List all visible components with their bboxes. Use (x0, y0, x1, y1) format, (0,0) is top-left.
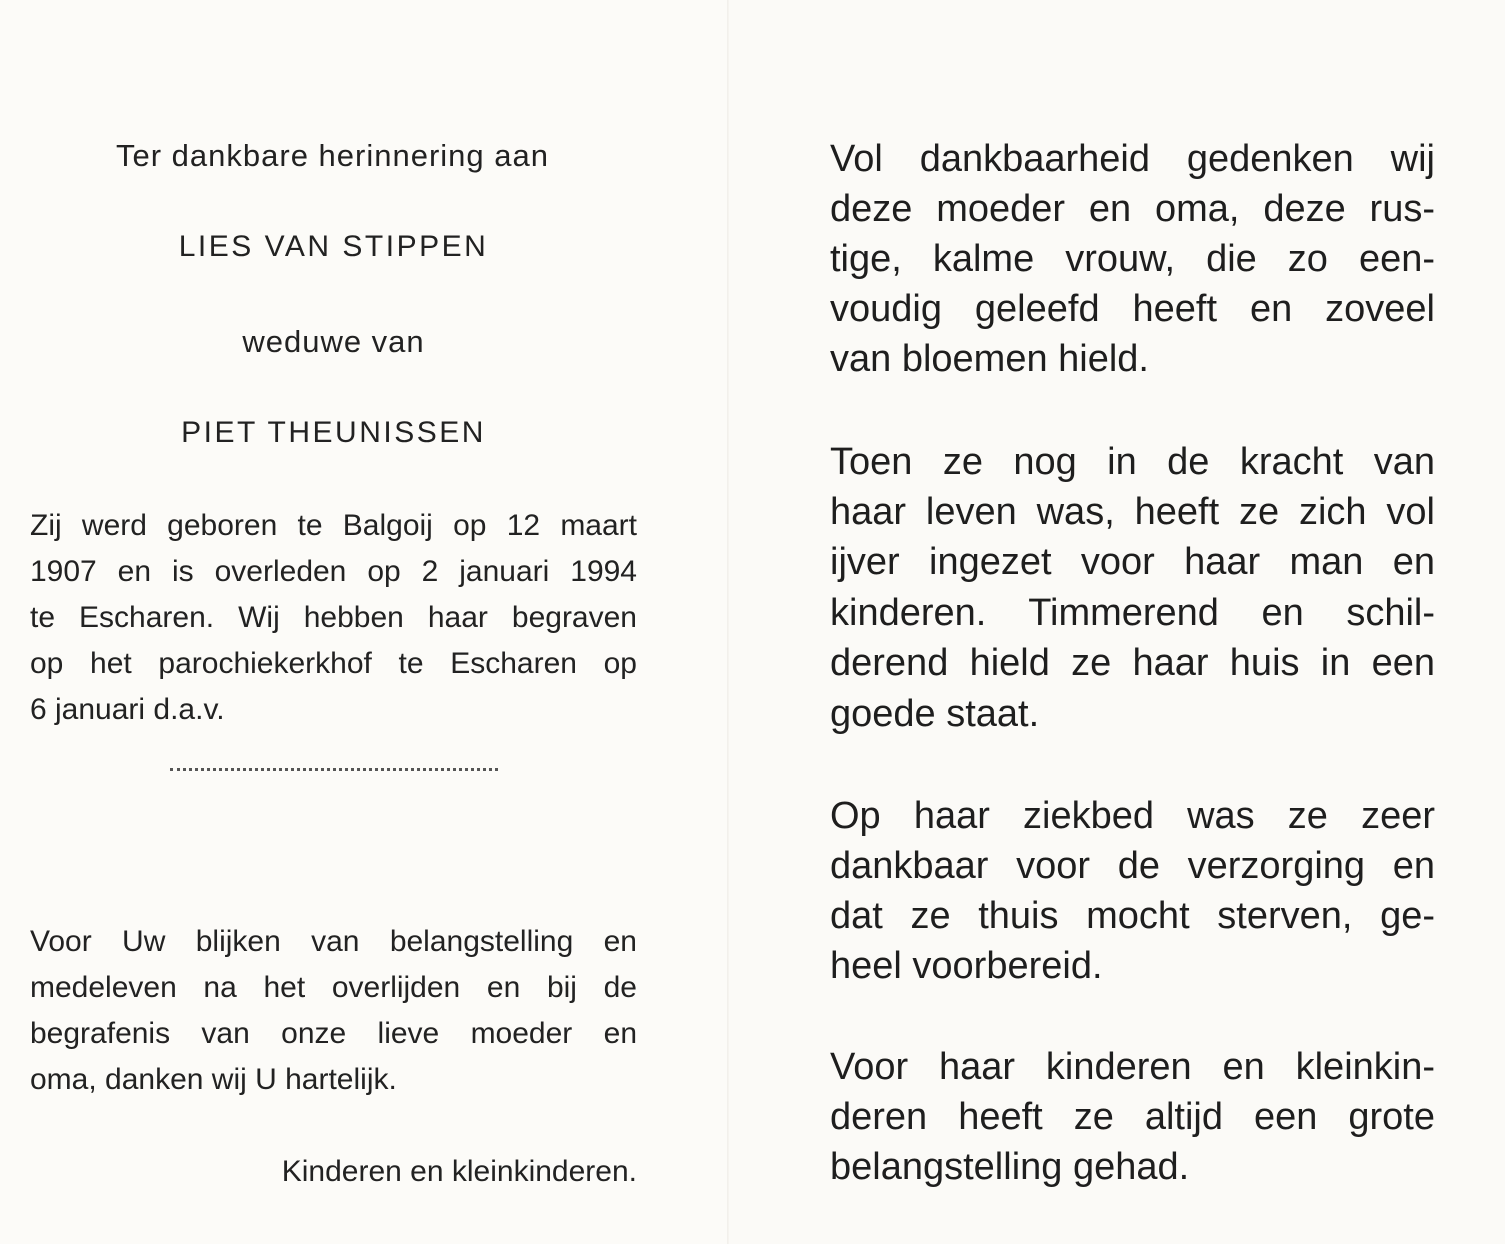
paragraph-line: Op haar ziekbed was ze zeer (830, 795, 1435, 837)
paragraph-line: belangstelling gehad. (830, 1146, 1190, 1188)
paragraph-line: dat ze thuis mocht sterven, ge- (830, 895, 1435, 937)
paragraph-line: goede staat. (830, 693, 1040, 735)
paragraph-line: deze moeder en oma, deze rus- (830, 188, 1435, 230)
dotted-separator (170, 748, 498, 771)
thanks-line: oma, danken wij U hartelijk. (30, 1063, 397, 1096)
spouse-name: PIET THEUNISSEN (181, 416, 486, 449)
biography-line: te Escharen. Wij hebben haar begraven (30, 601, 637, 634)
paragraph-line: Toen ze nog in de kracht van (830, 441, 1435, 483)
thanks-line: Voor Uw blijken van belangstelling en (30, 925, 637, 958)
signature: Kinderen en kleinkinderen. (281, 1155, 637, 1188)
paragraph-line: deren heeft ze altijd een grote (830, 1096, 1435, 1138)
paragraph-line: Vol dankbaarheid gedenken wij (830, 138, 1435, 180)
intro-line: Ter dankbare herinnering aan (116, 138, 549, 173)
thanks-line: medeleven na het overlijden en bij de (30, 971, 637, 1004)
biography-line: op het parochiekerkhof te Escharen op (30, 647, 637, 680)
left-page (0, 0, 728, 1244)
biography-line: 1907 en is overleden op 2 januari 1994 (30, 555, 637, 588)
biography-line: Zij werd geboren te Balgoij op 12 maart (30, 509, 637, 542)
biography-line: 6 januari d.a.v. (30, 693, 225, 726)
paragraph-line: derend hield ze haar huis in een (830, 642, 1435, 684)
paragraph-line: tige, kalme vrouw, die zo een- (830, 238, 1435, 280)
deceased-name: LIES VAN STIPPEN (178, 230, 489, 263)
paragraph-line: ijver ingezet voor haar man en (830, 541, 1435, 583)
relation-line: weduwe van (242, 324, 425, 359)
paragraph-line: dankbaar voor de verzorging en (830, 845, 1435, 887)
paragraph-line: kinderen. Timmerend en schil- (830, 592, 1435, 634)
paragraph-line: voudig geleefd heeft en zoveel (830, 288, 1435, 330)
paragraph-line: haar leven was, heeft ze zich vol (830, 491, 1435, 533)
paragraph-line: Voor haar kinderen en kleinkin- (830, 1046, 1435, 1088)
paragraph-line: van bloemen hield. (830, 338, 1149, 380)
paragraph-line: heel voorbereid. (830, 945, 1103, 987)
thanks-line: begrafenis van onze lieve moeder en (30, 1017, 637, 1050)
